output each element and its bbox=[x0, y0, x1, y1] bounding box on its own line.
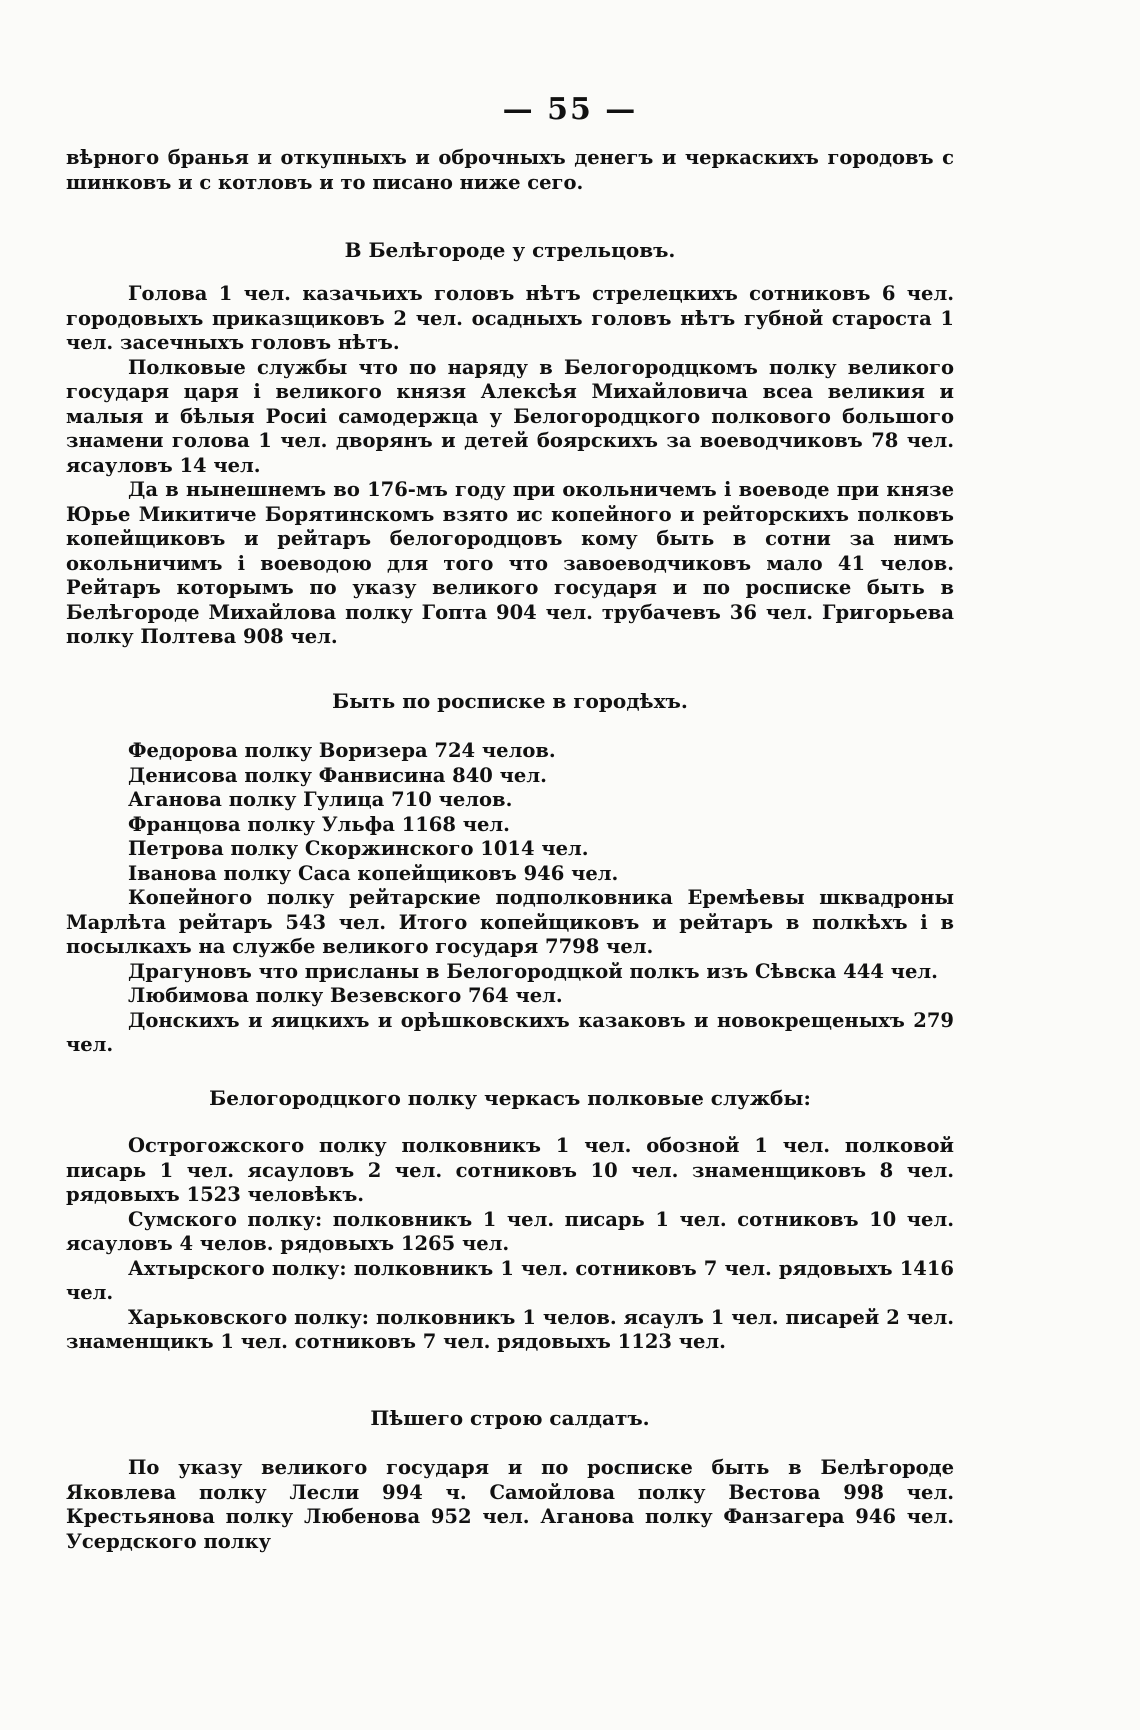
section-towns-body bbox=[66, 739, 954, 1058]
paragraph: Драгуновъ что присланы в Белогородцкой полкъ изъ Сѣвска 444 чел. bbox=[128, 959, 938, 983]
paragraph: Сумского полку: полковникъ 1 чел. писарь 1 чел. сотниковъ 10 чел. ясауловъ 4 челов. рядовыхъ 1265 чел. bbox=[66, 1207, 954, 1255]
paragraph: По указу великого государя и по росписке быть в Белѣгороде Яковлева полку Лесли 994 ч. Самойлова полку Вестова 998 чел. Крестьянова полку Любенова 952 чел. Аганова полку Фанзагера 946 чел. Усердского полку bbox=[66, 1456, 954, 1553]
section-streltsy-body bbox=[66, 282, 954, 650]
section-cherkas-body bbox=[66, 1134, 954, 1355]
paragraph: Копейного полку рейтарские подполковника Еремѣевы шквадроны Марлѣта рейтаръ 543 чел. Итого копейщиковъ и рейтаръ в полкѣхъ і в посылкахъ на службе великого государя 7798 чел. bbox=[66, 886, 954, 958]
section-heading-towns: Быть по росписке в городѣхъ. bbox=[332, 689, 688, 713]
section-heading-streltsy: В Белѣгороде у стрельцовъ. bbox=[344, 238, 676, 262]
paragraph: Любимова полку Везевского 764 чел. bbox=[128, 984, 563, 1007]
list-item: Францова полку Ульфа 1168 чел. bbox=[128, 812, 510, 836]
paragraph: Донскихъ и яицкихъ и орѣшковскихъ казаковъ и новокрещеныхъ 279 чел. bbox=[66, 1008, 954, 1056]
list-item: Федорова полку Воризера 724 челов. bbox=[128, 739, 556, 762]
paragraph: Ахтырского полку: полковникъ 1 чел. сотниковъ 7 чел. рядовыхъ 1416 чел. bbox=[66, 1256, 954, 1304]
paragraph: Острогожского полку полковникъ 1 чел. обозной 1 чел. полковой писарь 1 чел. ясауловъ 2 чел. сотниковъ 10 чел. знаменщиковъ 8 чел. рядовыхъ 1523 человѣкъ. bbox=[66, 1134, 954, 1206]
paragraph: Да в нынешнемъ во 176-мъ году при окольничемъ і воеводе при князе Юрье Микитиче Борятинскомъ взято ис копейного и рейторскихъ полковъ копейщиковъ и рейтаръ белогородцовъ кому быть в сотни за нимъ окольничимъ і воеводою для того что завоеводчиковъ мало 41 челов. Рейтаръ которымъ по указу великого государя и по росписке быть в Белѣгороде Михайлова полку Гопта 904 чел. трубачевъ 36 чел. Григорьева полку Полтева 908 чел. bbox=[66, 478, 954, 648]
list-item: Петрова полку Скоржинского 1014 чел. bbox=[128, 837, 589, 860]
section-soldiers-body bbox=[66, 1456, 954, 1554]
intro-text bbox=[66, 146, 954, 195]
section-heading-soldiers: Пѣшего строю салдатъ. bbox=[370, 1406, 650, 1430]
section-heading-cherkas: Белогородцкого полку черкасъ полковые службы: bbox=[209, 1086, 811, 1110]
paragraph: Полковые службы что по наряду в Белогородцкомъ полку великого государя царя і великого князя Алексѣя Михайловича всеа великия и малыя и бѣлыя Росиі самодержца у Белогородцкого полкового большого знамени голова 1 чел. дворянъ и детей боярскихъ за воеводчиковъ 78 чел. ясауловъ 14 чел. bbox=[66, 355, 954, 477]
list-item: Денисова полку Фанвисина 840 чел. bbox=[128, 763, 547, 787]
paragraph: Голова 1 чел. казачьихъ головъ нѣтъ стрелецкихъ сотниковъ 6 чел. городовыхъ приказщиковъ 2 чел. осадныхъ головъ нѣтъ губной староста 1 чел. засечныхъ головъ нѣтъ. bbox=[66, 282, 954, 354]
intro-paragraph: вѣрного бранья и откупныхъ и оброчныхъ денегъ и черкаскихъ городовъ с шинковъ и с котловъ и то писано ниже сего. bbox=[66, 146, 954, 194]
page-number: — 55 — bbox=[502, 92, 638, 127]
list-item: Аганова полку Гулица 710 челов. bbox=[128, 788, 513, 811]
list-item: Іванова полку Саса копейщиковъ 946 чел. bbox=[128, 861, 619, 885]
paragraph: Харьковского полку: полковникъ 1 челов. ясаулъ 1 чел. писарей 2 чел. знаменщикъ 1 чел. сотниковъ 7 чел. рядовыхъ 1123 чел. bbox=[66, 1305, 954, 1353]
